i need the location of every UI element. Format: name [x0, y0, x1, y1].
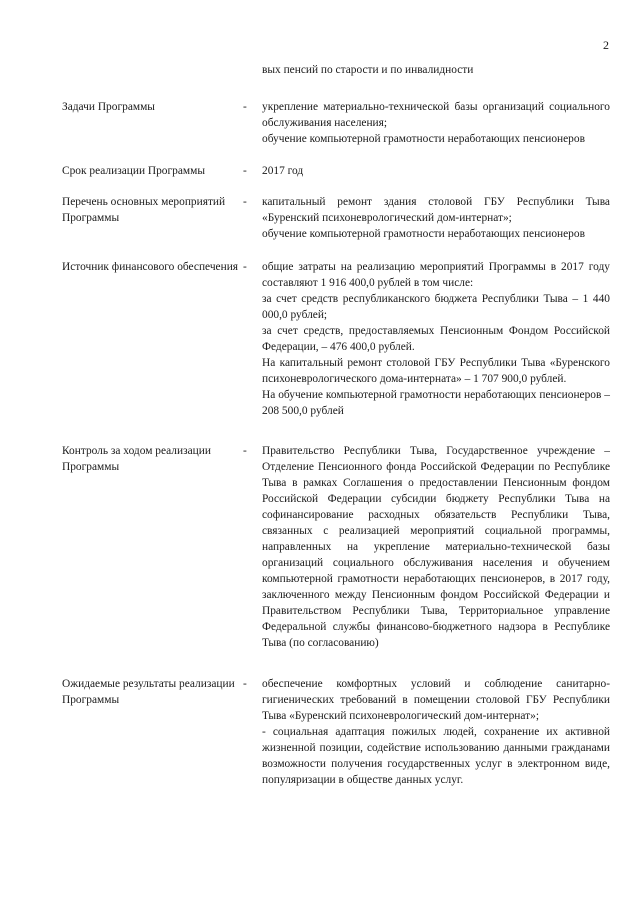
row-label: Срок реализации Программы	[62, 165, 205, 177]
value-paragraph: общие затраты на реализацию мероприятий Программы в 2017 году составляют 1 916 400,0 рублей в том числе:	[262, 261, 610, 289]
value-paragraph: обучение компьютерной грамотности неработающих пенсионеров	[262, 133, 585, 145]
row-dash: -	[243, 101, 247, 113]
row-program-control	[62, 443, 610, 651]
value-paragraph: укрепление материально-технической базы организаций социального обслуживания населения;	[262, 101, 610, 129]
row-value	[262, 99, 610, 147]
row-label: Ожидаемые результаты реализации Программы	[62, 678, 235, 706]
row-dash: -	[243, 445, 247, 457]
continuation-text: вых пенсий по старости и по инвалидности	[262, 64, 474, 76]
row-program-tasks	[62, 99, 610, 147]
value-paragraph: 2017 год	[262, 165, 304, 177]
row-expected-results	[62, 676, 610, 788]
value-paragraph: На капитальный ремонт столовой ГБУ Республики Тыва «Буренского психоневрологического дома-интерната» – 1 707 900,0 рублей.	[262, 357, 610, 385]
row-value	[262, 194, 610, 242]
value-paragraph: Правительство Республики Тыва, Государственное учреждение – Отделение Пенсионного фонда Российской Федерации по Республике Тыва в рамках Соглашения о предоставлении Пенсионным фондом Российской Федерации субсидии бюджету Республики Тыва на софинансирование расходных обязательств Республики Тыва, связанных с реализацией мероприятий социальной программы, направленных на укрепление материально-технической базы организаций социального обслуживания населения и обучением компьютерной грамотности неработающих пенсионеров, в 2017 году, заключенного между Пенсионным фондом Российской Федерации и Правительством Республики Тыва, Территориальное управление Федеральной службы финансово-бюджетного надзора в Республике Тыва (по согласованию)	[262, 445, 610, 649]
value-paragraph: - социальная адаптация пожилых людей, сохранение их активной жизненной позиции, содействие использованию данными гражданами возможности получения государственных услуг в электронном виде, популяризации в обществе данных услуг.	[262, 726, 610, 786]
row-dash: -	[243, 678, 247, 690]
row-dash: -	[243, 261, 247, 273]
value-paragraph: обеспечение комфортных условий и соблюдение санитарно-гигиенических требований в помещении столовой ГБУ Республики Тыва «Буренский психоневрологический дом-интернат»;	[262, 678, 610, 722]
row-program-activities	[62, 194, 610, 242]
value-paragraph: обучение компьютерной грамотности неработающих пенсионеров	[262, 228, 585, 240]
row-value	[262, 62, 610, 78]
row-value	[262, 676, 610, 788]
row-value	[262, 259, 610, 419]
value-paragraph: капитальный ремонт здания столовой ГБУ Республики Тыва «Буренский психоневрологический дом-интернат»;	[262, 196, 610, 224]
continuation-row	[62, 62, 610, 78]
row-label: Перечень основных мероприятий Программы	[62, 196, 226, 224]
row-value	[262, 163, 610, 179]
row-value	[262, 443, 610, 651]
row-funding-source	[62, 259, 610, 419]
value-paragraph: На обучение компьютерной грамотности неработающих пенсионеров – 208 500,0 рублей	[262, 389, 610, 417]
value-paragraph: за счет средств, предоставляемых Пенсионным Фондом Российской Федерации, – 476 400,0 рублей.	[262, 325, 610, 353]
value-paragraph: за счет средств республиканского бюджета Республики Тыва – 1 440 000,0 рублей;	[262, 293, 610, 321]
program-passport	[62, 62, 610, 788]
row-label: Задачи Программы	[62, 101, 155, 113]
page-number: 2	[603, 38, 609, 52]
row-program-term	[62, 163, 610, 179]
row-dash: -	[243, 196, 247, 208]
row-label: Контроль за ходом реализации Программы	[62, 445, 211, 473]
row-dash: -	[243, 165, 247, 177]
row-label: Источник финансового обеспечения	[62, 261, 239, 273]
